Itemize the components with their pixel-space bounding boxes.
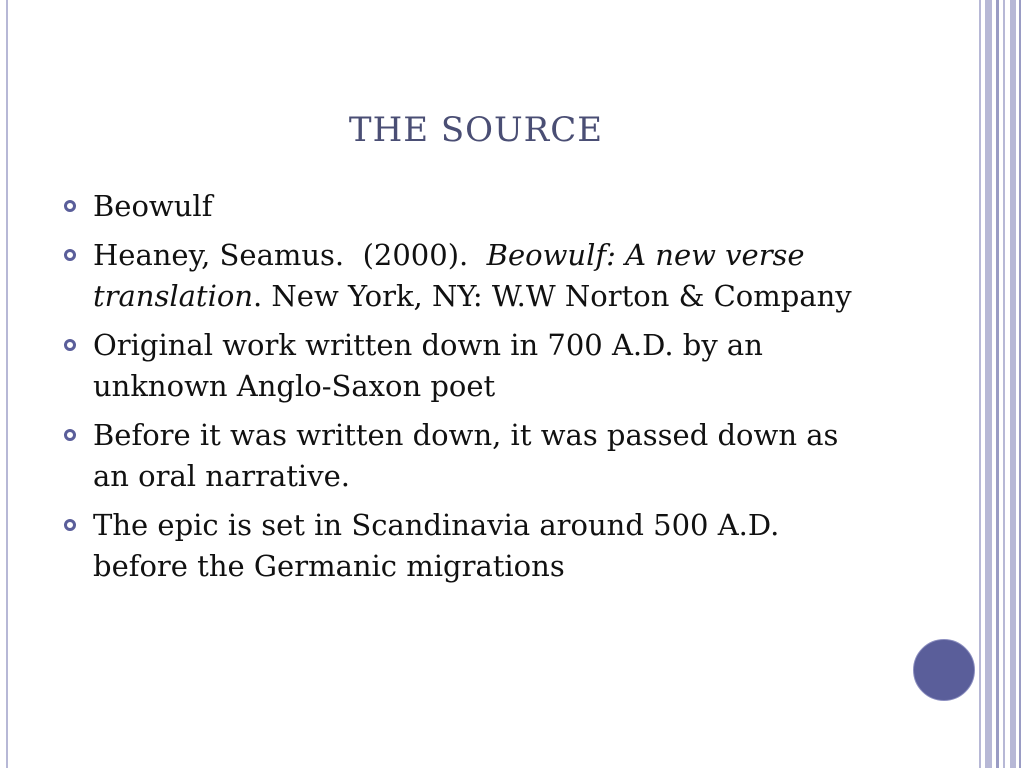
bullet-ring-icon [64, 249, 76, 261]
bullet-ring-icon [64, 429, 76, 441]
bullet-item [62, 415, 862, 497]
slide-title: THE SOURCE [348, 110, 604, 150]
decorative-circle [913, 639, 975, 701]
bullet-text: Original work written down in 700 A.D. by an unknown Anglo-Saxon poet [93, 328, 763, 403]
decorative-stripe [979, 0, 981, 768]
bullet-item [62, 325, 862, 407]
bullet-item [62, 186, 862, 227]
decorative-stripe [1019, 0, 1021, 768]
bullet-item [62, 235, 862, 317]
decorative-stripe [1010, 0, 1016, 768]
bullet-list [62, 186, 862, 595]
decorative-stripe [985, 0, 992, 768]
citation-suffix: . New York, NY: W.W Norton & Company [253, 279, 852, 313]
bullet-text: Before it was written down, it was passed down as an oral narrative. [93, 418, 839, 493]
bullet-ring-icon [64, 519, 76, 531]
decorative-stripe [996, 0, 999, 768]
decorative-stripe [1003, 0, 1005, 768]
bullet-text: The epic is set in Scandinavia around 500 A.D. before the Germanic migrations [93, 508, 780, 583]
citation-prefix: Heaney, Seamus. (2000). [93, 238, 487, 272]
citation-title: Beowulf: A new verse translation [93, 238, 805, 313]
bullet-text: Beowulf [93, 189, 213, 223]
bullet-item [62, 505, 862, 587]
bullet-ring-icon [64, 339, 76, 351]
bullet-ring-icon [64, 200, 76, 212]
